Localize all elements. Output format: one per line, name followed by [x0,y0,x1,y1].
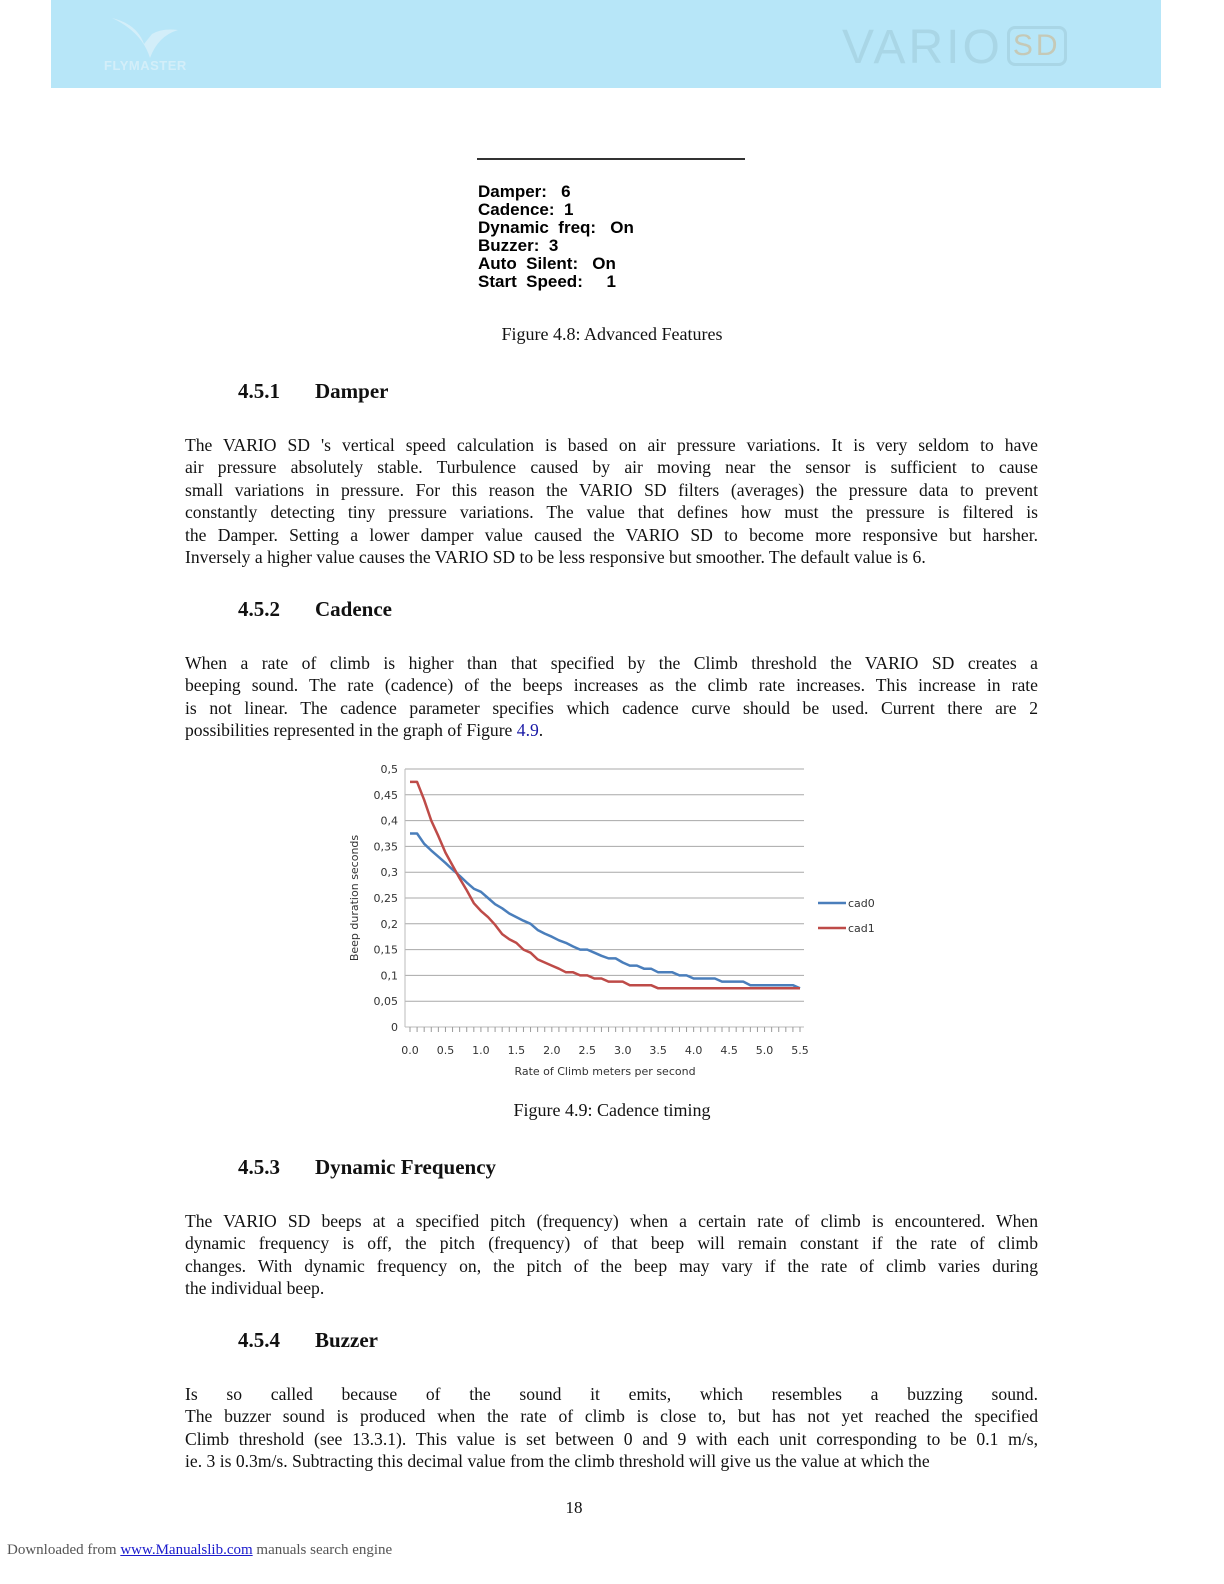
section-title: Cadence [315,597,392,621]
figure-4-9-caption: Figure 4.9: Cadence timing [513,1100,711,1120]
section-number: 4.5.1 [238,379,280,403]
y-tick-label: 0,05 [373,995,398,1009]
x-tick-label: 3.0 [613,1044,632,1057]
y-tick-label: 0,3 [380,866,398,880]
text-line: The buzzer sound is produced when the rate of climb is close to, but has not yet reached the specified [185,1406,1038,1427]
text-line: ie. 3 is 0.3m/s. Subtracting this decimal value from the climb threshold will give us the value at which the [185,1451,930,1472]
text-line: air pressure absolutely stable. Turbulence caused by air moving near the sensor is sufficient to cause [185,457,1038,478]
text-line: Is so called because of the sound it emits, which resembles a buzzing sound. [185,1384,1038,1404]
y-tick-label: 0 [391,1021,398,1034]
text-line: The VARIO SD 's vertical speed calculation is based on air pressure variations. It is very seldom to have [185,435,1038,455]
x-tick-label: 0.0 [401,1044,419,1057]
lcd-setting-line: Auto Silent: On [478,254,616,273]
text-line: Inversely a higher value causes the VARIO SD to be less responsive but smoother. The default value is 6. [185,547,926,568]
lcd-setting-line: Dynamic freq: On [478,218,634,237]
lcd-setting-line: Damper: 6 [478,182,571,201]
section-paragraph [185,1210,1038,1300]
text-line: dynamic frequency is off, the pitch (frequency) of that beep will remain constant if the rate of climb [185,1233,1038,1254]
x-tick-label: 0.5 [436,1044,455,1057]
section-title: Buzzer [315,1328,378,1352]
section-number: 4.5.3 [238,1155,280,1179]
y-axis-label: Beep duration seconds [348,834,361,962]
x-tick-label: 5.0 [755,1044,774,1057]
vario-sd-logo [842,20,1067,75]
text-line: The VARIO SD beeps at a specified pitch (frequency) when a certain rate of climb is encountered. When [185,1211,1038,1231]
footer-suffix: manuals search engine [252,1542,393,1558]
x-tick-label: 2.5 [578,1044,597,1057]
text-line: the individual beep. [185,1278,325,1299]
text-line: the Damper. Setting a lower damper value caused the VARIO SD to become more responsive but harsher. [185,524,1038,545]
text-segment: possibilities represented in the graph of Figure [185,720,517,741]
figure-4-8-caption: Figure 4.8: Advanced Features [501,324,723,344]
lcd-setting-line: Cadence: 1 [478,200,574,219]
lcd-setting-line: Start Speed: 1 [478,272,616,291]
section-title: Damper [315,379,389,403]
section-number: 4.5.4 [238,1328,280,1352]
x-tick-label: 4.5 [720,1044,738,1057]
text-line: changes. With dynamic frequency on, the pitch of the beep may vary if the rate of climb varies during [185,1255,1038,1276]
cadence-timing-chart [340,755,900,1085]
manualslib-link[interactable]: www.Manualslib.com [120,1542,253,1558]
flymaster-logo-text: FLYMASTER [104,58,187,73]
section-heading [238,1155,496,1180]
series-line-cad0 [410,834,800,989]
vario-logo-text: VARIO [842,21,1003,74]
flymaster-logo [52,14,187,76]
text-line: Climb threshold (see 13.3.1). This value is set between 0 and 9 with each unit corresponding to be 0.1 m/s, [185,1428,1038,1449]
lcd-screen-figure [478,183,634,291]
x-tick-label: 3.5 [649,1044,667,1057]
x-tick-label: 2.0 [543,1044,561,1057]
y-tick-label: 0,15 [373,943,398,957]
text-segment: . [538,720,544,741]
section-title: Dynamic Frequency [315,1155,497,1179]
y-tick-label: 0,5 [380,763,398,776]
section-paragraph [185,1383,1038,1473]
text-line: When a rate of climb is higher than that specified by the Climb threshold the VARIO SD creates a [185,653,1038,673]
y-tick-label: 0,1 [380,969,398,983]
text-line [185,719,1038,741]
section-heading [238,1328,378,1353]
text-line: small variations in pressure. For this reason the VARIO SD filters (averages) the pressure data to prevent [185,479,1038,500]
sd-logo-badge: SD [1007,26,1067,66]
text-line: constantly detecting tiny pressure variations. The value that defines how must the pressure is filtered is [185,502,1038,523]
section-paragraph [185,652,1038,742]
legend-label-cad1: cad1 [848,922,875,935]
x-axis-label: Rate of Climb meters per second [514,1065,696,1078]
y-tick-label: 0,4 [380,814,398,828]
legend-label-cad0: cad0 [848,897,875,910]
y-tick-label: 0,35 [373,840,398,854]
section-heading [238,379,388,404]
y-tick-label: 0,2 [380,917,398,931]
footer-prefix: Downloaded from [7,1542,121,1558]
y-tick-label: 0,25 [373,892,398,905]
section-paragraph [185,434,1038,568]
flymaster-wing-icon [92,14,202,58]
figure-reference-link[interactable]: 4.9 [516,720,539,741]
x-tick-label: 4.0 [684,1044,703,1057]
footer [7,1542,392,1559]
section-number: 4.5.2 [238,597,280,621]
text-line: is not linear. The cadence parameter specifies which cadence curve should be used. Current there are 2 [185,697,1038,718]
x-tick-label: 5.5 [791,1044,809,1057]
lcd-screen-rule [477,158,745,160]
x-tick-label: 1.0 [472,1044,490,1057]
y-tick-label: 0,45 [373,788,398,802]
section-heading [238,597,392,622]
page-number: 18 [565,1498,583,1517]
x-tick-label: 1.5 [507,1044,526,1057]
text-line: beeping sound. The rate (cadence) of the beeps increases as the climb rate increases. This increase in rate [185,675,1038,696]
lcd-setting-line: Buzzer: 3 [478,236,559,255]
